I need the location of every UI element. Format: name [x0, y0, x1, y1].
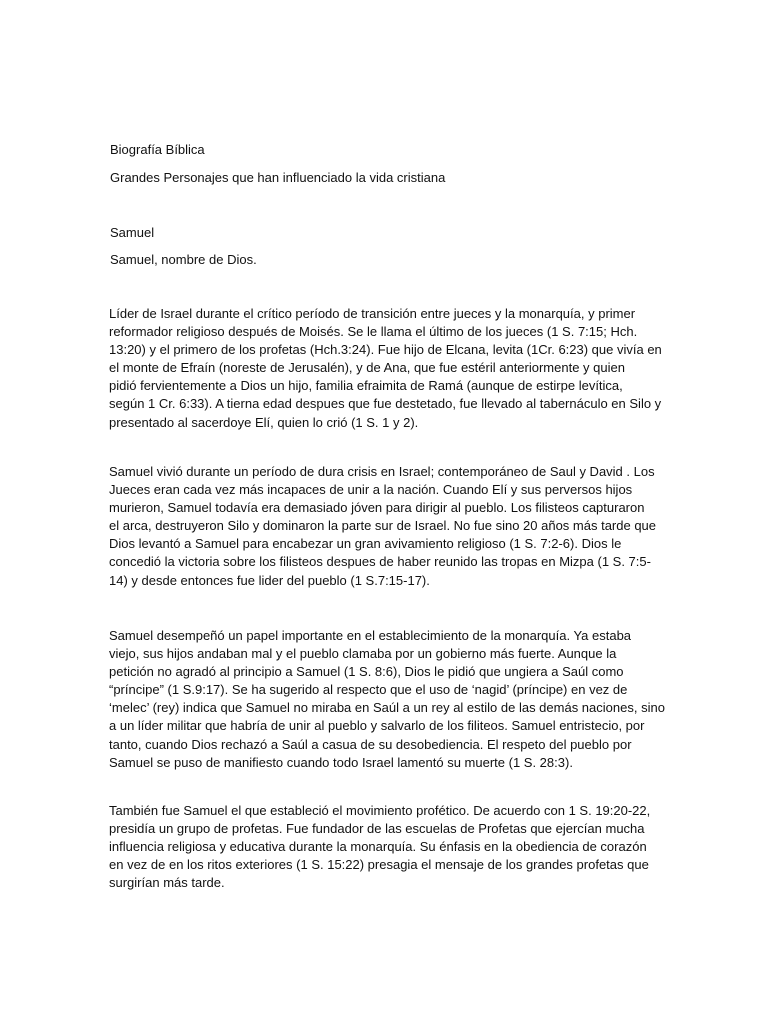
paragraph-3 — [109, 627, 669, 772]
paragraph-line: También fue Samuel el que estableció el movimiento profético. De acuerdo con 1 S. 19:20-22, — [109, 803, 651, 818]
paragraph-4 — [109, 802, 669, 892]
paragraph-line: según 1 Cr. 6:33). A tierna edad despues que fue destetado, fue llevado al tabernáculo en Silo y — [109, 396, 662, 412]
paragraph-2 — [109, 463, 669, 590]
paragraph-line: 13:20) y el primero de los profetas (Hch.3:24). Fue hijo de Elcana, levita (1Cr. 6:23) que vivía en — [109, 342, 662, 358]
paragraph-line: surgirían más tarde. — [109, 875, 225, 891]
paragraph-line: reformador religioso después de Moisés. Se le llama el último de los jueces (1 S. 7:15; Hch. — [109, 324, 638, 340]
paragraph-line: 14) y desde entonces fue lider del pueblo (1 S.7:15-17). — [109, 572, 430, 588]
subject-subtitle: Samuel, nombre de Dios. — [110, 252, 257, 267]
paragraph-line: el arca, destruyeron Silo y dominaron la parte sur de Israel. No fue sino 20 años más tarde que — [109, 518, 657, 534]
paragraph-line: Jueces eran cada vez más incapaces de unir a la nación. Cuando Elí y sus perversos hijos — [109, 482, 633, 498]
paragraph-line: murieron, Samuel todavía era demasiado jóven para dirigir al pueblo. Los filisteos capturaron — [109, 500, 645, 516]
paragraph-line: pidió fervientemente a Dios un hijo, familia efraimita de Ramá (aunque de estirpe levítica, — [109, 378, 623, 394]
paragraph-line: Samuel vivió durante un período de dura crisis en Israel; contemporáneo de Saul y David . Los — [109, 464, 655, 479]
subject-name: Samuel — [110, 225, 155, 240]
paragraph-line: viejo, sus hijos andaban mal y el pueblo clamaba por un gobierno más fuerte. Aunque la — [109, 646, 617, 662]
paragraph-line: a un líder militar que habría de unir al pueblo y salvarlo de los filiteos. Samuel entristecio, por — [109, 718, 645, 734]
paragraph-line: presentado al sacerdoye Elí, quien lo crió (1 S. 1 y 2). — [109, 414, 419, 430]
paragraph-line: ‘melec’ (rey) indica que Samuel no miraba en Saúl a un rey al estilo de las demás naciones, sino — [109, 700, 665, 716]
paragraph-line: Dios levantó a Samuel para encabezar un gran avivamiento religioso (1 S. 7:2-6). Dios le — [109, 536, 622, 552]
paragraph-line: presidía un grupo de profetas. Fue fundador de las escuelas de Profetas que ejercían mucha — [109, 821, 645, 837]
paragraph-line: influencia religiosa y educativa durante la monarquía. Su énfasis en la obediencia de corazón — [109, 839, 647, 855]
paragraph-line: Samuel desempeñó un papel importante en el establecimiento de la monarquía. Ya estaba — [109, 628, 632, 643]
paragraph-line: petición no agradó al principio a Samuel (1 S. 8:6), Dios le pidió que ungiera a Saúl como — [109, 664, 624, 680]
document-header-title: Biografía Bíblica — [110, 142, 205, 157]
paragraph-line: Samuel se puso de manifiesto cuando todo Israel lamentó su muerte (1 S. 28:3). — [109, 754, 573, 770]
paragraph-1 — [109, 305, 669, 432]
paragraph-line: tanto, cuando Dios rechazó a Saúl a casua de su desobediencia. El respeto del pueblo por — [109, 736, 632, 752]
paragraph-line: en vez de en los ritos exteriores (1 S. 15:22) presagia el mensaje de los grandes profetas que — [109, 857, 649, 873]
document-header-subtitle: Grandes Personajes que han influenciado la vida cristiana — [110, 170, 446, 185]
paragraph-line: concedió la victoria sobre los filisteos despues de haber reunido las tropas en Mizpa (1 S. 7:5- — [109, 554, 651, 570]
paragraph-line: “príncipe” (1 S.9:17). Se ha sugerido al respecto que el uso de ‘nagid’ (príncipe) en vez de — [109, 682, 628, 698]
paragraph-line: el monte de Efraín (noreste de Jerusalén), y de Ana, que fue estéril anteriormente y quien — [109, 360, 625, 376]
paragraph-line: Líder de Israel durante el crítico período de transición entre jueces y la monarquía, y primer — [109, 306, 636, 321]
